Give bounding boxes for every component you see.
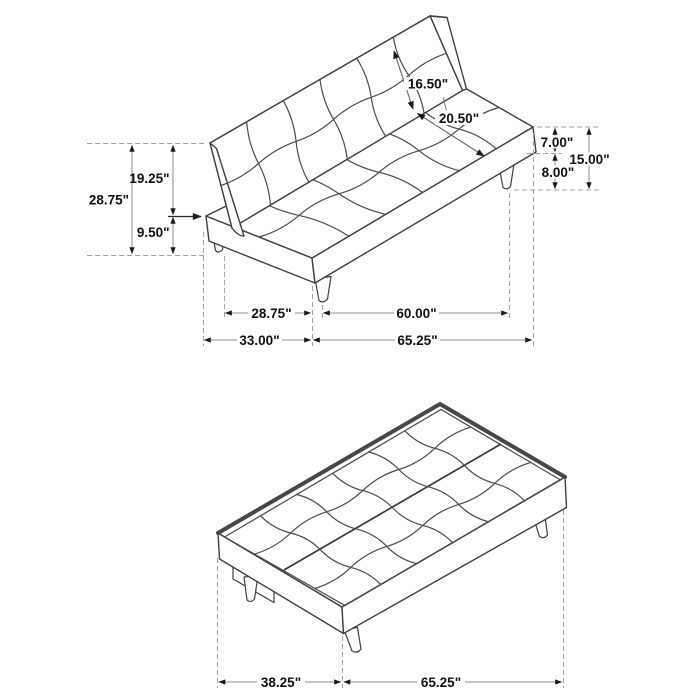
dim-label-overall-depth: 33.00" <box>239 333 280 348</box>
dim-label-leg-clearance: 8.00" <box>541 165 575 180</box>
sofa-view <box>87 16 612 348</box>
dim-label-bed-length: 65.25" <box>420 675 462 690</box>
dim-label-backrest-length: 16.50" <box>407 76 449 92</box>
dim-label-seat-height-total: 15.00" <box>569 152 610 167</box>
flat-view <box>218 404 567 690</box>
dim-label-leg-span-length: 60.00" <box>396 306 437 321</box>
dim-label-backrest-height: 19.25" <box>129 171 170 186</box>
dim-label-hinge-height: 9.50" <box>136 225 170 240</box>
dim-label-overall-length: 65.25" <box>397 333 438 348</box>
dim-label-seat-depth: 20.50" <box>438 111 480 126</box>
dim-label-bed-depth: 38.25" <box>260 675 302 690</box>
dim-label-leg-span-depth: 28.75" <box>251 306 292 321</box>
dim-label-overall-height: 28.75" <box>88 192 129 208</box>
dim-label-seat-thickness: 7.00" <box>540 135 574 150</box>
